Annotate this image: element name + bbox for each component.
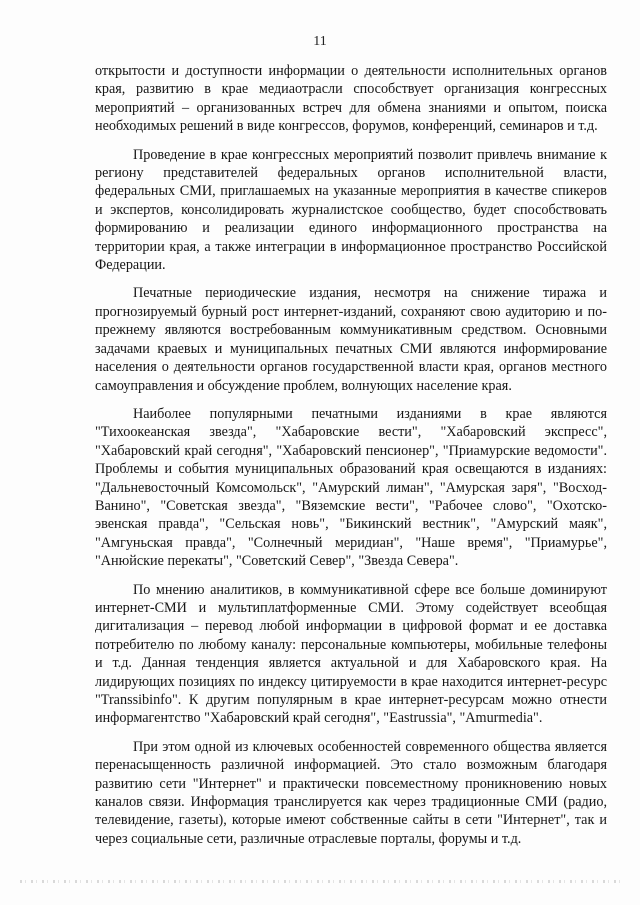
page-number: 11 [313,34,327,49]
paragraph-information-saturation: При этом одной из ключевых особенностей современного общества является перенасыщенность различной информацией. Это стало возможным благодаря развитию сети "Интернет" и практически повсеместному проникновению новых каналов связи. Информация транслируется как через традиционные СМИ (радио, телевидение, газеты), которые имеют собственные сайты в сети "Интернет", так и через социальные сети, различные отраслевые порталы, форумы и т.д. [95,738,607,847]
paragraph-internet-media: По мнению аналитиков, в коммуникативной сфере все больше доминируют интернет-СМИ и мультиплатформенные СМИ. Этому содействует всеобщая дигитализация – перевод любой информации в цифровой формат и ее доставка потребителю по любому каналу: персональные компьютеры, мобильные телефоны и т.д. Данная тенденция является актуальной и для Хабаровского края. На лидирующих позициях по индексу цитируемости в крае находится интернет-ресурс "Transsibinfo". К другим популярным в крае интернет-ресурсам можно отнести информагентство "Хабаровский край сегодня", "Eastrussia", "Amurmedia". [95,581,607,727]
scan-edge-noise [20,880,620,883]
paragraph-print-media: Печатные периодические издания, несмотря на снижение тиража и прогнозируемый бурный рост интернет-изданий, сохраняют свою аудиторию и по-прежнему являются востребованным коммуникативным средством. Основными задачами краевых и муниципальных печатных СМИ являются информирование населения о деятельности органов государственной власти края, органов местного самоуправления и обсуждение проблем, волнующих население края. [95,285,607,394]
document-body [95,62,607,858]
paragraph-congress-benefits: Проведение в крае конгрессных мероприятий позволит привлечь внимание к региону представителей федеральных органов исполнительной власти, федеральных СМИ, приглашаемых на указанные мероприятия в качестве спикеров и экспертов, консолидировать журналистское сообщество, будет способствовать формированию и реализации единого информационного пространства на территории края, а также интеграции в информационное пространство Российской Федерации. [95,146,607,274]
paragraph-popular-publications: Наиболее популярными печатными изданиями в крае являются "Тихоокеанская звезда", "Хабаровские вести", "Хабаровский экспресс", "Хабаровский край сегодня", "Хабаровский пенсионер", "Приамурские ведомости". Проблемы и события муниципальных образований края освещаются в изданиях: "Дальневосточный Комсомольск", "Амурский лиман", "Амурская заря", "Восход-Ванино", "Советская звезда", "Вяземские вести", "Рабочее слово", "Охотско-эвенская правда", "Сельская новь", "Бикинский вестник", "Амурский маяк", "Амгуньская правда", "Солнечный меридиан", "Наше время", "Приамурье", "Анюйские перекаты", "Советский Север", "Звезда Севера". [95,405,607,570]
paragraph-congress-events: открытости и доступности информации о деятельности исполнительных органов края, развитию в крае медиаотрасли способствует организация конгрессных мероприятий – организованных встреч для обмена знаниями и опытом, поиска необходимых решений в виде конгрессов, форумов, конференций, семинаров и т.д. [95,63,607,135]
